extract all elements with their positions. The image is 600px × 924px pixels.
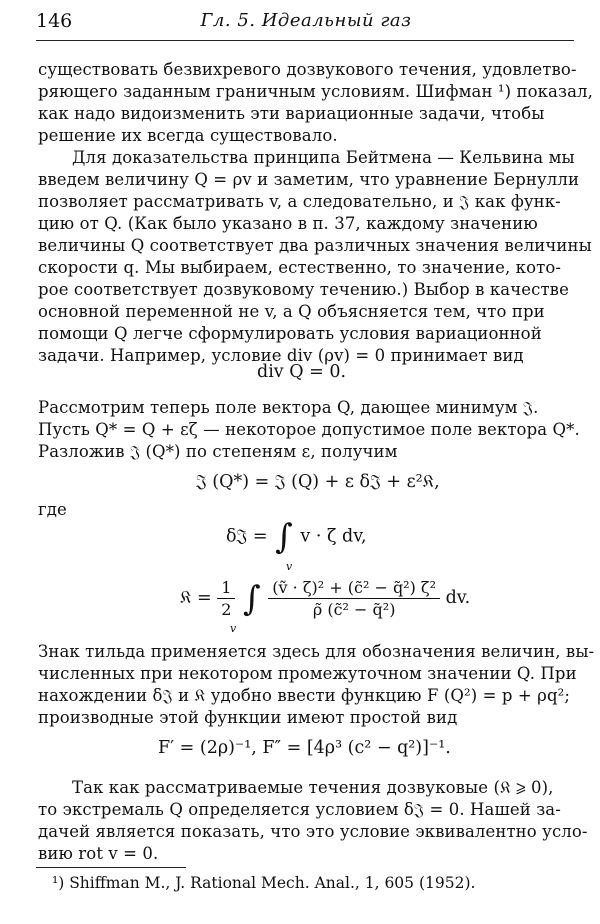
k-denominator: ρ̃ (c̃² − q̃²): [312, 600, 396, 619]
footnote: ¹) Shiffman M., J. Rational Mech. Anal., 1, 605 (1952).: [52, 874, 476, 892]
text-line: как надо видоизменить эти вариационные задачи, чтобы: [38, 104, 545, 123]
text-line: Так как рассматриваемые течения дозвуковые (𝔎 ⩾ 0),: [72, 778, 554, 797]
text-line: основной переменной не v, а Q объясняется тем, что при: [38, 302, 545, 321]
k-numerator: (ṽ · ζ)² + (c̃² − q̃²) ζ²: [268, 578, 440, 599]
text-line: рое соответствует дозвуковому течению.) Выбор в качестве: [38, 280, 569, 299]
text-line: Пусть Q* = Q + εζ — некоторое допустимое поле вектора Q*.: [38, 420, 580, 439]
text-line: Знак тильда применяется здесь для обозначения величин, вы-: [38, 642, 595, 661]
equation-f: F′ = (2ρ)⁻¹, F″ = [4ρ³ (c² − q²)]⁻¹.: [158, 738, 451, 758]
integral-limit: v: [230, 622, 237, 635]
text-line: существовать безвихревого дозвукового течения, удовлетво-: [38, 60, 577, 79]
equation-delta-j: [226, 517, 367, 557]
text-line: задачи. Например, условие div (ρv) = 0 принимает вид: [38, 346, 524, 365]
half-fraction: [217, 578, 235, 619]
half-denominator: 2: [221, 600, 232, 619]
running-head: Гл. 5. Идеальный газ: [200, 10, 412, 31]
text-line: то экстремаль Q определяется условием δ𝔍 = 0. Нашей за-: [38, 800, 561, 819]
equation-expansion: 𝔍 (Q*) = 𝔍 (Q) + ε δ𝔍 + ε²𝔎,: [196, 472, 440, 492]
text-line: Разложив 𝔍 (Q*) по степеням ε, получим: [38, 442, 398, 461]
k-lhs: 𝔎 =: [180, 588, 212, 608]
text-line: позволяет рассматривать v, а следовательно, и 𝔍 как функ-: [38, 192, 561, 211]
delta-j-integrand: v · ζ dv,: [300, 526, 367, 547]
text-line: цию от Q. (Как было указано в п. 37, каждому значению: [38, 214, 538, 233]
text-line: ряющего заданным граничным условиям. Шифман ¹) показал,: [38, 82, 593, 101]
text-line: дачей является показать, что это условие эквивалентно усло-: [38, 822, 588, 841]
text-line: вию rot v = 0.: [38, 844, 159, 863]
page-header: [36, 6, 576, 36]
text-line: численных при некотором промежуточном значении Q. При: [38, 664, 577, 683]
k-fraction: [268, 578, 440, 619]
text-line: решение их всегда существовало.: [38, 126, 338, 145]
equation-k: [180, 578, 470, 619]
text-line: производные этой функции имеют простой вид: [38, 708, 458, 727]
k-tail: dv.: [445, 588, 471, 608]
page-number: 146: [36, 10, 73, 32]
delta-j-lhs: δ𝔍 =: [226, 526, 268, 547]
header-rule: [36, 40, 574, 41]
text-line: величины Q соответствует два различных значения величины: [38, 236, 592, 255]
integral-limit: v: [286, 560, 293, 573]
half-numerator: 1: [217, 578, 235, 599]
text-line: нахождении δ𝔍 и 𝔎 удобно ввести функцию F (Q²) = p + ρq²;: [38, 686, 571, 705]
text-line: Для доказательства принципа Бейтмена — Кельвина мы: [72, 148, 575, 167]
text-line: скорости q. Мы выбираем, естественно, то значение, кото-: [38, 258, 562, 277]
text-line: Рассмотрим теперь поле вектора Q, дающее минимум 𝔍.: [38, 398, 539, 417]
integral-sign: ∫: [275, 517, 293, 557]
equation-div: div Q = 0.: [257, 362, 347, 382]
text-line: помощи Q легче сформулировать условия вариационной: [38, 324, 542, 343]
integral-sign: ∫: [243, 578, 261, 619]
footnote-rule: [36, 867, 186, 868]
word-where: где: [38, 500, 67, 519]
text-line: введем величину Q = ρv и заметим, что уравнение Бернулли: [38, 170, 580, 189]
